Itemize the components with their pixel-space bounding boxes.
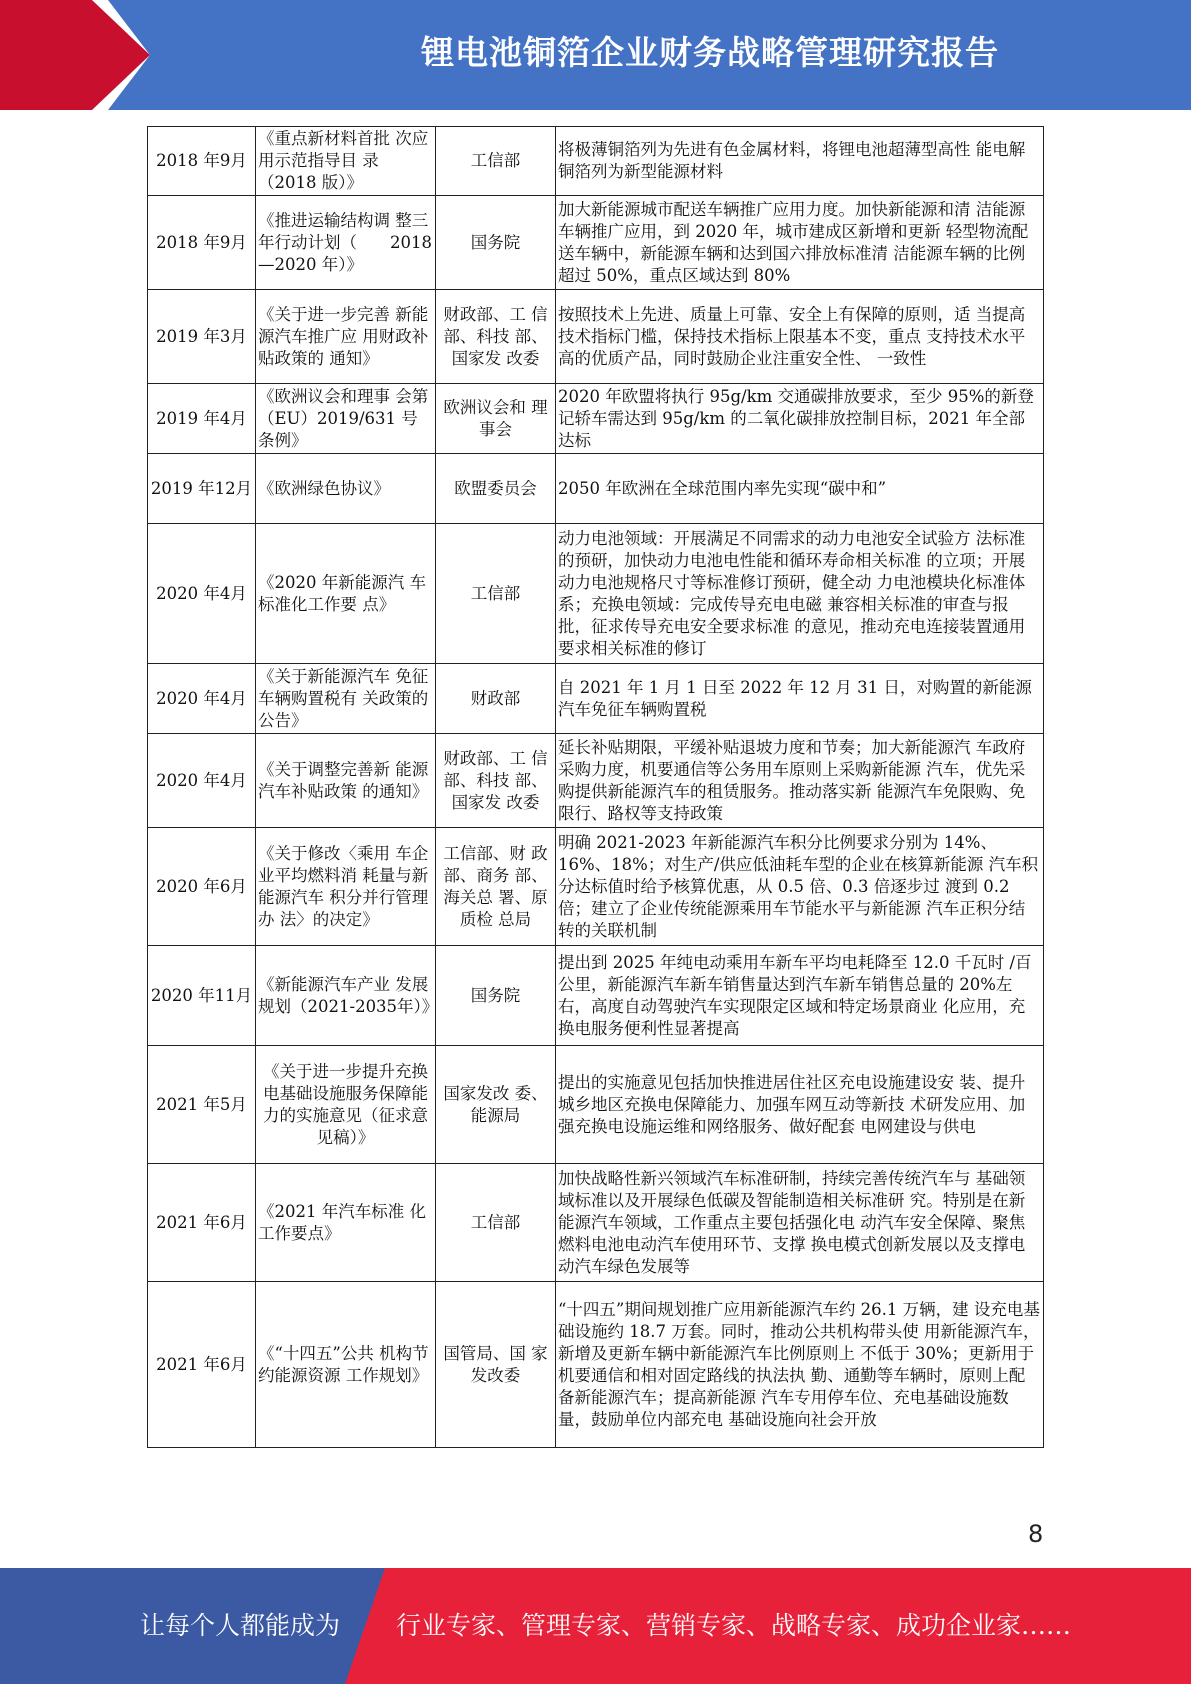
table-row [148, 1046, 1044, 1164]
document-cell: 《新能源汽车产业 发展规划（2021-2035年）》 [256, 946, 436, 1046]
issuer-cell: 工信部、财 政部、商务 部、海关总 署、原质检 总局 [436, 828, 556, 946]
document-cell: 《关于调整完善新 能源汽车补贴政策 的通知》 [256, 734, 436, 828]
date-cell: 2020 年11月 [148, 946, 256, 1046]
table-row [148, 664, 1044, 734]
document-cell: 《“十四五”公共 机构节约能源资源 工作规划》 [256, 1282, 436, 1448]
issuer-cell: 工信部 [436, 1164, 556, 1282]
report-title: 锂电池铜箔企业财务战略管理研究报告 [421, 33, 999, 72]
content-cell: 自 2021 年 1 月 1 日至 2022 年 12 月 31 日，对购置的新能源汽车免征车辆购置税 [556, 664, 1044, 734]
issuer-cell: 财政部、工 信部、科技 部、国家发 改委 [436, 290, 556, 384]
content-cell: 提出到 2025 年纯电动乘用车新车平均电耗降至 12.0 千瓦时 /百公里，新能源汽车新车销售量达到汽车新车销售总量的 20%左右，高度自动驾驶汽车实现限定区域和特定场景商业 化应用，充换电服务便利性显著提高 [556, 946, 1044, 1046]
issuer-cell: 财政部 [436, 664, 556, 734]
document-cell: 《欧洲议会和理事 会第 （EU）2019/631 号条例》 [256, 384, 436, 454]
date-cell: 2020 年4月 [148, 664, 256, 734]
content-cell: “十四五”期间规划推广应用新能源汽车约 26.1 万辆，建 设充电基础设施约 18.7 万套。同时，推动公共机构带头使 用新能源汽车，新增及更新车辆中新能源汽车比例原则上 不低于 30%；更新用于机要通信和相对固定路线的执法执 勤、通勤等车辆时，原则上配备新能源汽车；提高新能源 汽车专用停车位、充电基础设施数量，鼓励单位内部充电 基础设施向社会开放 [556, 1282, 1044, 1448]
date-cell: 2021 年5月 [148, 1046, 256, 1164]
date-cell: 2021 年6月 [148, 1282, 256, 1448]
content-cell: 将极薄铜箔列为先进有色金属材料，将锂电池超薄型高性 能电解铜箔列为新型能源材料 [556, 127, 1044, 196]
document-cell: 《关于修改〈乘用 车企业平均燃料消 耗量与新能源汽车 积分并行管理办 法〉的决定》 [256, 828, 436, 946]
table-row [148, 290, 1044, 384]
issuer-cell: 国家发改 委、能源局 [436, 1046, 556, 1164]
table-row [148, 1282, 1044, 1448]
issuer-cell: 国管局、国 家发改委 [436, 1282, 556, 1448]
document-cell: 《重点新材料首批 次应用示范指导目 录（2018 版）》 [256, 127, 436, 196]
document-cell: 《关于新能源汽车 免征车辆购置税有 关政策的公告》 [256, 664, 436, 734]
footer-slogan-left: 让每个人都能成为 [140, 1611, 341, 1640]
page-footer [0, 1568, 1191, 1684]
document-cell: 《2021 年汽车标准 化工作要点》 [256, 1164, 436, 1282]
document-cell: 《关于进一步完善 新能源汽车推广应 用财政补贴政策的 通知》 [256, 290, 436, 384]
issuer-cell: 欧洲议会和 理事会 [436, 384, 556, 454]
issuer-cell: 财政部、工 信部、科技 部、国家发 改委 [436, 734, 556, 828]
policy-table [147, 126, 1044, 1448]
page-number: 8 [1028, 1520, 1044, 1548]
document-cell: 《欧洲绿色协议》 [256, 454, 436, 524]
content-cell: 明确 2021-2023 年新能源汽车积分比例要求分别为 14%、16%、18%；对生产/供应低油耗车型的企业在核算新能源 汽车积分达标值时给予核算优惠，从 0.5 倍、0.3 倍逐步过 渡到 0.2 倍；建立了企业传统能源乘用车节能水平与新能源 汽车正积分结转的关联机制 [556, 828, 1044, 946]
issuer-cell: 国务院 [436, 196, 556, 290]
table-row [148, 734, 1044, 828]
date-cell: 2020 年4月 [148, 734, 256, 828]
content-cell: 2020 年欧盟将执行 95g/km 交通碳排放要求，至少 95%的新登记轿车需达到 95g/km 的二氧化碳排放控制目标，2021 年全部达标 [556, 384, 1044, 454]
table-row [148, 524, 1044, 664]
footer-slogan-right: 行业专家、管理专家、营销专家、战略专家、成功企业家…… [396, 1611, 1072, 1640]
content-cell: 加大新能源城市配送车辆推广应用力度。加快新能源和清 洁能源车辆推广应用，到 2020 年，城市建成区新增和更新 轻型物流配送车辆中，新能源车辆和达到国六排放标准清 洁能源车辆的比例超过 50%，重点区域达到 80% [556, 196, 1044, 290]
date-cell: 2021 年6月 [148, 1164, 256, 1282]
table-row [148, 946, 1044, 1046]
date-cell: 2020 年6月 [148, 828, 256, 946]
table-row [148, 828, 1044, 946]
document-cell: 《关于进一步提升充换电基础设施服务保障能力的实施意见（征求意见稿）》 [256, 1046, 436, 1164]
date-cell: 2019 年12月 [148, 454, 256, 524]
date-cell: 2019 年4月 [148, 384, 256, 454]
date-cell: 2018 年9月 [148, 196, 256, 290]
table-row [148, 196, 1044, 290]
page-header [0, 0, 1191, 110]
content-cell: 按照技术上先进、质量上可靠、安全上有保障的原则，适 当提高技术指标门槛，保持技术指标上限基本不变，重点 支持技术水平高的优质产品，同时鼓励企业注重安全性、 一致性 [556, 290, 1044, 384]
table-row [148, 127, 1044, 196]
content-cell: 延长补贴期限，平缓补贴退坡力度和节奏；加大新能源汽 车政府采购力度，机要通信等公务用车原则上采购新能源 汽车，优先采购提供新能源汽车的租赁服务。推动落实新 能源汽车免限购、免限行、路权等支持政策 [556, 734, 1044, 828]
document-cell: 《2020 年新能源汽 车标准化工作要 点》 [256, 524, 436, 664]
content-cell: 提出的实施意见包括加快推进居住社区充电设施建设安 装、提升城乡地区充换电保障能力、加强车网互动等新技 术研发应用、加强充换电设施运维和网络服务、做好配套 电网建设与供电 [556, 1046, 1044, 1164]
date-cell: 2018 年9月 [148, 127, 256, 196]
table-row [148, 384, 1044, 454]
table-row [148, 454, 1044, 524]
content-cell: 动力电池领域：开展满足不同需求的动力电池安全试验方 法标准的预研，加快动力电池电性能和循环寿命相关标准 的立项；开展动力电池规格尺寸等标准修订预研，健全动 力电池模块化标准体系；充换电领域：完成传导充电电磁 兼容相关标准的审查与报批，征求传导充电安全要求标准 的意见，推动充电连接装置通用要求相关标准的修订 [556, 524, 1044, 664]
content-cell: 加快战略性新兴领域汽车标准研制，持续完善传统汽车与 基础领域标准以及开展绿色低碳及智能制造相关标准研 究。特别是在新能源汽车领域，工作重点主要包括强化电 动汽车安全保障、聚焦燃料电池电动汽车使用环节、支撑 换电模式创新发展以及支撑电动汽车绿色发展等 [556, 1164, 1044, 1282]
date-cell: 2020 年4月 [148, 524, 256, 664]
issuer-cell: 工信部 [436, 127, 556, 196]
table-row [148, 1164, 1044, 1282]
document-cell: 《推进运输结构调 整三年行动计划（ 2018—2020 年）》 [256, 196, 436, 290]
content-cell: 2050 年欧洲在全球范围内率先实现“碳中和” [556, 454, 1044, 524]
date-cell: 2019 年3月 [148, 290, 256, 384]
issuer-cell: 国务院 [436, 946, 556, 1046]
issuer-cell: 工信部 [436, 524, 556, 664]
issuer-cell: 欧盟委员会 [436, 454, 556, 524]
